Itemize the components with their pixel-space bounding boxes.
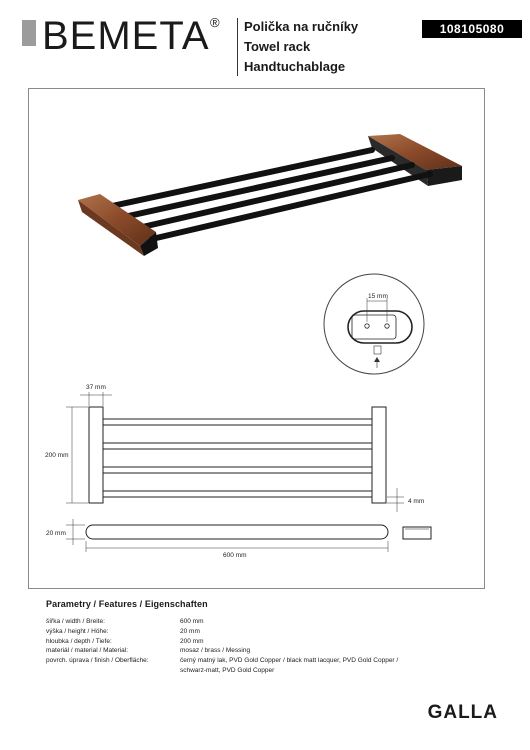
feature-row — [46, 646, 486, 656]
product-name-en: Towel rack — [244, 39, 311, 54]
features-section — [46, 599, 486, 676]
depth-label: 20 mm — [46, 530, 66, 537]
registered-mark: ® — [210, 15, 220, 30]
dim-depth — [66, 519, 85, 545]
feature-row — [46, 627, 486, 637]
feature-value: 600 mm — [180, 618, 204, 625]
clip-spacing-label: 15 mm — [368, 293, 388, 300]
product-name-de: Handtuchablage — [244, 59, 346, 74]
feature-label: šířka / width / Breite: — [46, 618, 105, 625]
width-label: 600 mm — [223, 552, 247, 559]
feature-value: mosaz / brass / Messing — [180, 647, 251, 655]
product-render — [78, 134, 462, 256]
brand-name: BEMETA — [42, 14, 210, 58]
height-label: 200 mm — [45, 452, 69, 459]
feature-row — [46, 666, 486, 676]
feature-value: schwarz-matt, PVD Gold Copper — [180, 666, 275, 674]
thickness-label: 4 mm — [408, 498, 425, 505]
series-name: GALLA — [427, 702, 498, 723]
feature-row — [46, 637, 486, 647]
feature-label — [46, 666, 180, 676]
feature-value: černý matný lak, PVD Gold Copper / black matt lacquer, PVD Gold Copper / — [180, 657, 399, 665]
feature-row — [46, 656, 486, 666]
feature-label: výška / height / Höhe: — [46, 627, 109, 635]
product-name-cz: Polička na ručníky — [244, 19, 359, 34]
feature-label: hloubka / depth / Tiefe: — [46, 637, 112, 645]
dim-width — [86, 541, 388, 552]
dim-height — [66, 407, 88, 503]
feature-value: 20 mm — [180, 627, 200, 635]
dim-end-width — [80, 392, 112, 406]
rack-bars — [112, 150, 430, 239]
clip-detail — [324, 274, 424, 374]
feature-row — [46, 617, 486, 627]
dim-thickness — [387, 488, 404, 512]
top-view — [86, 525, 431, 539]
front-elevation — [89, 407, 386, 503]
feature-label: materiál / material / Material: — [46, 647, 128, 655]
product-code-badge: 108105080 — [422, 20, 522, 38]
features-title: Parametry / Features / Eigenschaften — [46, 599, 208, 609]
feature-value: 200 mm — [180, 637, 204, 645]
end-width-label: 37 mm — [86, 384, 106, 391]
feature-label: povrch. úprava / finish / Oberfläche: — [46, 657, 149, 665]
